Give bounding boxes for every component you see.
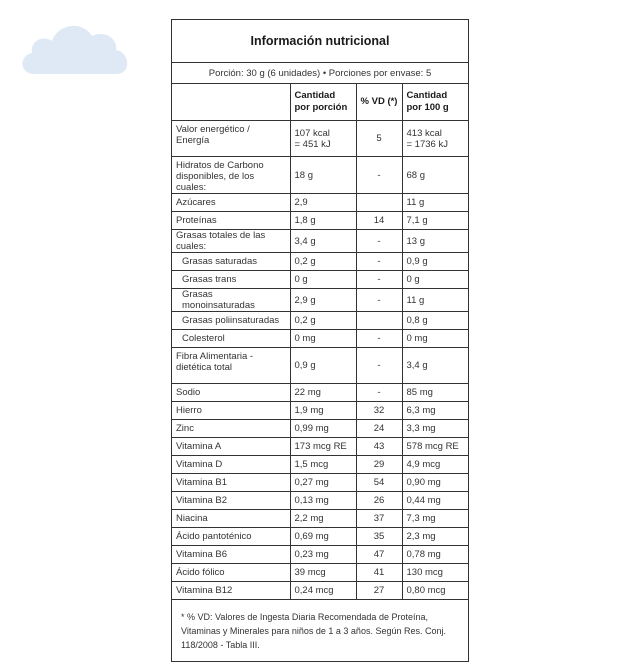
amount-per-portion: 1,8 g xyxy=(290,212,356,230)
nutrient-name: Zinc xyxy=(172,420,290,438)
amount-per-100g: 413 kcal = 1736 kJ xyxy=(402,121,468,157)
daily-value-percent: 54 xyxy=(356,474,402,492)
header-nutrient xyxy=(172,84,290,121)
amount-per-100g: 0 mg xyxy=(402,330,468,348)
amount-per-portion: 107 kcal = 451 kJ xyxy=(290,121,356,157)
nutrient-name: Niacina xyxy=(172,510,290,528)
amount-per-100g: 0,44 mg xyxy=(402,492,468,510)
amount-per-100g: 85 mg xyxy=(402,384,468,402)
daily-value-percent: - xyxy=(356,384,402,402)
table-row xyxy=(172,546,468,564)
daily-value-percent: - xyxy=(356,289,402,312)
footnote: * % VD: Valores de Ingesta Diaria Recomendada de Proteína, Vitaminas y Minerales para niños de 1 a 3 años. Según Res. Conj. 118/2008 - Tabla III. xyxy=(172,599,468,661)
nutrient-name: Grasas trans xyxy=(172,271,290,289)
nutrient-name: Ácido fólico xyxy=(172,564,290,582)
amount-per-portion: 0,27 mg xyxy=(290,474,356,492)
amount-per-portion: 2,2 mg xyxy=(290,510,356,528)
table-row xyxy=(172,474,468,492)
table-row xyxy=(172,528,468,546)
daily-value-percent: - xyxy=(356,157,402,194)
amount-per-portion: 0,24 mcg xyxy=(290,582,356,600)
nutrient-name: Vitamina B1 xyxy=(172,474,290,492)
amount-per-100g: 0,9 g xyxy=(402,253,468,271)
amount-per-100g: 7,3 mg xyxy=(402,510,468,528)
nutrition-facts-panel xyxy=(171,19,469,662)
daily-value-percent: - xyxy=(356,271,402,289)
amount-per-portion: 0,2 g xyxy=(290,312,356,330)
nutrient-name: Grasas saturadas xyxy=(172,253,290,271)
table-body xyxy=(172,121,468,600)
amount-per-portion: 173 mcg RE xyxy=(290,438,356,456)
amount-per-portion: 0 mg xyxy=(290,330,356,348)
amount-per-portion: 22 mg xyxy=(290,384,356,402)
nutrient-name: Fibra Alimentaria - dietética total xyxy=(172,348,290,384)
nutrient-name: Proteínas xyxy=(172,212,290,230)
amount-per-portion: 1,9 mg xyxy=(290,402,356,420)
amount-per-100g: 0,78 mg xyxy=(402,546,468,564)
amount-per-100g: 130 mcg xyxy=(402,564,468,582)
table-row xyxy=(172,438,468,456)
amount-per-portion: 0 g xyxy=(290,271,356,289)
amount-per-100g: 2,3 mg xyxy=(402,528,468,546)
daily-value-percent: 32 xyxy=(356,402,402,420)
amount-per-100g: 11 g xyxy=(402,289,468,312)
amount-per-100g: 13 g xyxy=(402,230,468,253)
daily-value-percent: 14 xyxy=(356,212,402,230)
nutrient-name: Vitamina D xyxy=(172,456,290,474)
table-row xyxy=(172,121,468,157)
amount-per-100g: 4,9 mcg xyxy=(402,456,468,474)
table-row xyxy=(172,348,468,384)
table-row xyxy=(172,420,468,438)
nutrient-name: Vitamina B2 xyxy=(172,492,290,510)
table-row xyxy=(172,492,468,510)
amount-per-portion: 39 mcg xyxy=(290,564,356,582)
table-row xyxy=(172,564,468,582)
amount-per-100g: 0,8 g xyxy=(402,312,468,330)
daily-value-percent: 37 xyxy=(356,510,402,528)
table-row xyxy=(172,253,468,271)
daily-value-percent: 24 xyxy=(356,420,402,438)
nutrient-name: Grasas poliinsaturadas xyxy=(172,312,290,330)
amount-per-portion: 3,4 g xyxy=(290,230,356,253)
panel-title: Información nutricional xyxy=(172,20,468,63)
cloud-shape xyxy=(22,26,127,74)
daily-value-percent xyxy=(356,312,402,330)
daily-value-percent: 47 xyxy=(356,546,402,564)
amount-per-portion: 2,9 g xyxy=(290,289,356,312)
header-per-portion: Cantidad por porción xyxy=(290,84,356,121)
amount-per-100g: 6,3 mg xyxy=(402,402,468,420)
amount-per-100g: 7,1 g xyxy=(402,212,468,230)
header-per-100g: Cantidad por 100 g xyxy=(402,84,468,121)
cloud-icon xyxy=(14,8,136,80)
amount-per-portion: 2,9 xyxy=(290,194,356,212)
amount-per-portion: 0,69 mg xyxy=(290,528,356,546)
header-vd: % VD (*) xyxy=(356,84,402,121)
nutrient-name: Colesterol xyxy=(172,330,290,348)
daily-value-percent: 35 xyxy=(356,528,402,546)
daily-value-percent xyxy=(356,194,402,212)
table-row xyxy=(172,271,468,289)
amount-per-portion: 18 g xyxy=(290,157,356,194)
nutrition-table xyxy=(172,84,468,599)
table-row xyxy=(172,312,468,330)
table-row xyxy=(172,212,468,230)
amount-per-100g: 3,3 mg xyxy=(402,420,468,438)
nutrient-name: Vitamina A xyxy=(172,438,290,456)
nutrient-name: Vitamina B6 xyxy=(172,546,290,564)
amount-per-100g: 11 g xyxy=(402,194,468,212)
amount-per-100g: 3,4 g xyxy=(402,348,468,384)
table-row xyxy=(172,230,468,253)
daily-value-percent: 41 xyxy=(356,564,402,582)
amount-per-100g: 578 mcg RE xyxy=(402,438,468,456)
table-row xyxy=(172,384,468,402)
daily-value-percent: 29 xyxy=(356,456,402,474)
amount-per-portion: 0,2 g xyxy=(290,253,356,271)
daily-value-percent: - xyxy=(356,230,402,253)
table-row xyxy=(172,330,468,348)
nutrient-name: Hidratos de Carbono disponibles, de los cuales: xyxy=(172,157,290,194)
amount-per-portion: 0,99 mg xyxy=(290,420,356,438)
table-row xyxy=(172,402,468,420)
amount-per-100g: 0,90 mg xyxy=(402,474,468,492)
nutrient-name: Hierro xyxy=(172,402,290,420)
daily-value-percent: 5 xyxy=(356,121,402,157)
table-row xyxy=(172,289,468,312)
table-row xyxy=(172,456,468,474)
daily-value-percent: 26 xyxy=(356,492,402,510)
amount-per-portion: 0,13 mg xyxy=(290,492,356,510)
daily-value-percent: 27 xyxy=(356,582,402,600)
daily-value-percent: - xyxy=(356,348,402,384)
daily-value-percent: - xyxy=(356,253,402,271)
nutrient-name: Valor energético / Energía xyxy=(172,121,290,157)
amount-per-portion: 1,5 mcg xyxy=(290,456,356,474)
amount-per-100g: 68 g xyxy=(402,157,468,194)
nutrient-name: Azúcares xyxy=(172,194,290,212)
nutrient-name: Grasas monoinsaturadas xyxy=(172,289,290,312)
table-row xyxy=(172,510,468,528)
amount-per-portion: 0,23 mg xyxy=(290,546,356,564)
amount-per-100g: 0 g xyxy=(402,271,468,289)
nutrient-name: Vitamina B12 xyxy=(172,582,290,600)
amount-per-portion: 0,9 g xyxy=(290,348,356,384)
table-row xyxy=(172,194,468,212)
nutrient-name: Grasas totales de las cuales: xyxy=(172,230,290,253)
table-row xyxy=(172,582,468,600)
table-row xyxy=(172,157,468,194)
amount-per-100g: 0,80 mcg xyxy=(402,582,468,600)
nutrient-name: Sodio xyxy=(172,384,290,402)
table-header-row xyxy=(172,84,468,121)
daily-value-percent: - xyxy=(356,330,402,348)
serving-info: Porción: 30 g (6 unidades) • Porciones por envase: 5 xyxy=(172,63,468,84)
daily-value-percent: 43 xyxy=(356,438,402,456)
nutrient-name: Ácido pantoténico xyxy=(172,528,290,546)
